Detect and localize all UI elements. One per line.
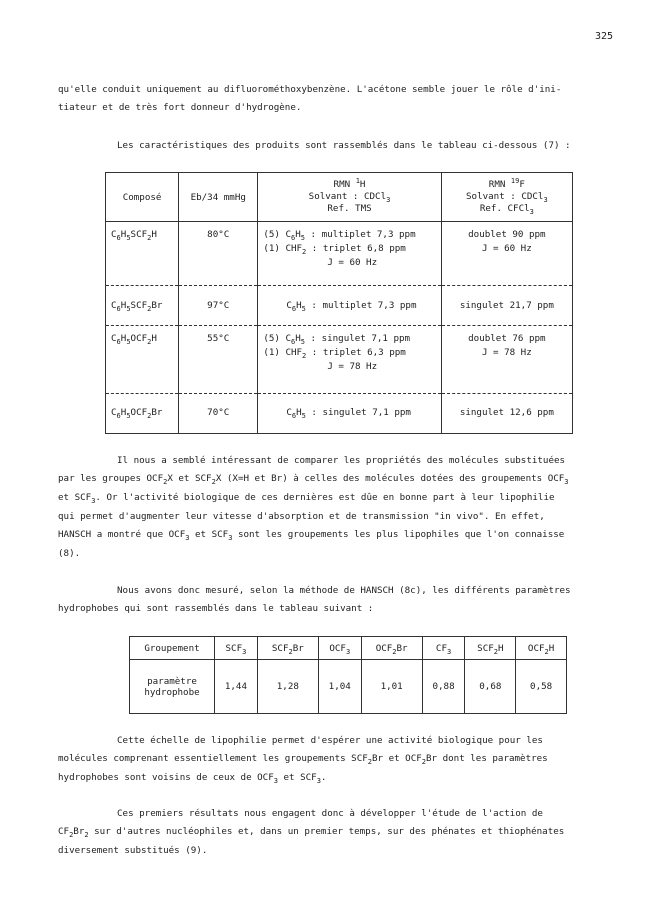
value-cell: 0,58	[516, 660, 567, 714]
para3-line1: Il nous a semblé intéressant de comparer les propriétés des molécules substituées	[117, 455, 566, 466]
value-cell: 1,01	[361, 660, 422, 714]
group-header: $SCF_3$	[215, 637, 258, 660]
para1-line2: tiateur et de très fort donneur d'hydrogène.	[58, 102, 302, 113]
eb-cell: 70°C	[207, 407, 230, 418]
para6-line3: diversement substitués (9).	[58, 845, 208, 856]
header-rmn-f: RMN $^{19}$F Solvant : CDCl$_3$ Ref. CFCl$_3$	[441, 173, 572, 222]
table-row	[130, 660, 567, 714]
para3-line2: par les groupes $OCF_2X$ et $SCF_2X$ (X=H et Br) à celles des molécules dotées des groupements $OCF_3$	[58, 473, 569, 486]
para5-line3: hydrophobes sont voisins de ceux de $OCF_3$ et $SCF_3$.	[58, 772, 327, 785]
compound-cell: $C_6H_5SCF_2Br$	[111, 300, 163, 313]
group-header: $OCF_2Br$	[361, 637, 422, 660]
rmn-h-cell: (5) $C_6H_5$ : singulet 7,1 ppm (1) $CHF_2$ : triplet 6,3 ppm J = 78 Hz	[263, 333, 411, 372]
header-eb: Eb/34 mmHg	[179, 173, 258, 222]
value-cell: 0,88	[422, 660, 465, 714]
value-cell: 1,04	[318, 660, 361, 714]
value-cell: 1,28	[257, 660, 318, 714]
rmn-f-cell: doublet 90 ppm J = 60 Hz	[468, 229, 546, 254]
eb-cell: 80°C	[207, 229, 230, 240]
para3-line6: (8).	[58, 548, 81, 559]
table-row	[130, 637, 567, 660]
group-header: $OCF_3$	[318, 637, 361, 660]
compound-cell: $C_6H_5OCF_2Br$	[111, 407, 163, 420]
rmn-h-cell: (5) $C_6H_5$ : multiplet 7,3 ppm (1) $CHF_2$ : triplet 6,8 ppm J = 60 Hz	[263, 229, 416, 268]
para2-line: Les caractéristiques des produits sont rassemblés dans le tableau ci-dessous (7) :	[117, 140, 571, 151]
compound-cell: $C_6H_5OCF_2H$	[111, 333, 157, 346]
value-cell: 1,44	[215, 660, 258, 714]
para4-line2: hydrophobes qui sont rassemblés dans le tableau suivant :	[58, 603, 374, 614]
group-header: $CF_3$	[422, 637, 465, 660]
para3-line5: HANSCH a montré que $OCF_3$ et $SCF_3$ sont les groupements les plus lipophiles que l'on connaisse	[58, 529, 565, 542]
para6-line1: Ces premiers résultats nous engagent donc à développer l'étude de l'action de	[117, 808, 543, 819]
row-label-parametre: paramètre hydrophobe	[130, 660, 215, 714]
para4-line1: Nous avons donc mesuré, selon la méthode de HANSCH (8c), les différents paramètres	[117, 585, 571, 596]
table-row	[106, 222, 573, 286]
rmn-h-cell: $C_6H_5$ : multiplet 7,3 ppm	[286, 300, 417, 313]
para5-line1: Cette échelle de lipophilie permet d'espérer une activité biologique pour les	[117, 735, 543, 746]
eb-cell: 55°C	[207, 333, 230, 344]
group-header: $SCF_2H$	[465, 637, 516, 660]
value-cell: 0,68	[465, 660, 516, 714]
header-groupement: Groupement	[130, 637, 215, 660]
rmn-f-cell: singulet 12,6 ppm	[459, 407, 554, 418]
hydrophobic-parameters-table	[129, 636, 567, 714]
rmn-f-cell: doublet 76 ppm J = 78 Hz	[468, 333, 546, 358]
para1-line1: qu'elle conduit uniquement au difluorométhoxybenzène. L'acétone semble jouer le rôle d'ini-	[58, 84, 562, 95]
group-header: $SCF_2Br$	[257, 637, 318, 660]
table-row	[106, 286, 573, 326]
rmn-f-cell: singulet 21,7 ppm	[459, 300, 554, 311]
page-number: 325	[595, 31, 614, 42]
eb-cell: 97°C	[207, 300, 230, 311]
table-row	[106, 326, 573, 394]
header-rmn-h: RMN $^1$H Solvant : CDCl$_3$ Ref. TMS	[258, 173, 441, 222]
compound-cell: $C_6H_5SCF_2H$	[111, 229, 157, 242]
table-row	[106, 394, 573, 434]
nmr-table	[105, 172, 573, 434]
para3-line4: qui permet d'augmenter leur vitesse d'absorption et de transmission "in vivo". En effet,	[58, 511, 545, 522]
header-compose: Composé	[106, 173, 179, 222]
para3-line3: et $SCF_3$. Or l'activité biologique de ces dernières est dûe en bonne part à leur lipophilie	[58, 492, 555, 505]
para5-line2: molécules comprenant essentiellement les groupements $SCF_2Br$ et $OCF_2Br$ dont les paramètres	[58, 753, 548, 766]
rmn-h-cell: $C_6H_5$ : singulet 7,1 ppm	[286, 407, 411, 420]
para6-line2: $CF_2Br_2$ sur d'autres nucléophiles et, dans un premier temps, sur des phénates et thiophénates	[58, 826, 565, 839]
group-header: $OCF_2H$	[516, 637, 567, 660]
